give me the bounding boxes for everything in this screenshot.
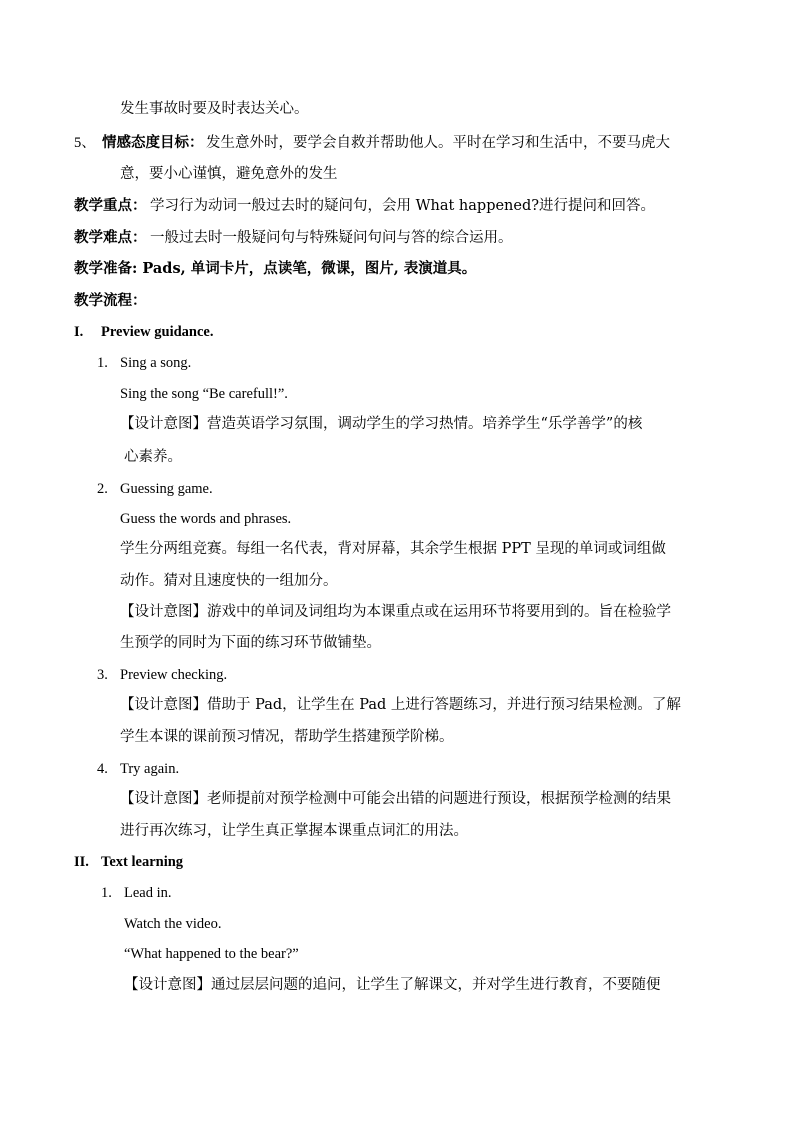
item-subtitle: Watch the video. — [124, 916, 222, 932]
item-number: 4. — [97, 761, 108, 777]
section-number: I. — [74, 324, 84, 340]
design-intent-line: 【设计意图】营造英语学习氛围，调动学生的学习热情。培养学生“乐学善学”的核 — [120, 416, 643, 432]
item-number: 2. — [97, 481, 108, 497]
paragraph-line: 学生分两组竞赛。每组一名代表，背对屏幕，其余学生根据 PPT 呈现的单词或词组做 — [120, 541, 666, 557]
section-title: Preview guidance. — [101, 324, 214, 340]
paragraph-line: 发生事故时要及时表达关心。 — [120, 101, 309, 117]
paragraph-line: 学习行为动词一般过去时的疑问句，会用 What happened?进行提问和回答。 — [150, 198, 656, 214]
item-subtitle: Guess the words and phrases. — [120, 511, 292, 527]
bold-heading: 教学流程： — [74, 292, 147, 309]
section-title: Text learning — [101, 854, 184, 870]
item-title: Preview checking. — [120, 667, 228, 683]
design-intent-line: 【设计意图】通过层层问题的追问，让学生了解课文，并对学生进行教育，不要随便 — [124, 977, 661, 993]
item-number: 1. — [97, 355, 108, 371]
paragraph-line: 动作。猜对且速度快的一组加分。 — [120, 573, 338, 589]
design-intent-line: 【设计意图】游戏中的单词及词组均为本课重点或在运用环节将要用到的。旨在检验学 — [120, 604, 671, 620]
item-subtitle: Sing the song “Be carefull!”. — [120, 386, 288, 402]
bold-label: 情感态度目标： — [102, 134, 204, 151]
paragraph-line: 一般过去时一般疑问句与特殊疑问句问与答的综合运用。 — [150, 230, 513, 246]
design-intent-line: 【设计意图】借助于 Pad，让学生在 Pad 上进行答题练习，并进行预习结果检测。了解 — [120, 697, 681, 713]
design-intent-line: 进行再次练习，让学生真正掌握本课重点词汇的用法。 — [120, 823, 468, 839]
item-title: Sing a song. — [120, 355, 192, 371]
item-title: Lead in. — [124, 885, 172, 901]
item-title: Guessing game. — [120, 481, 213, 497]
item-number: 3. — [97, 667, 108, 683]
item-title: Try again. — [120, 761, 180, 777]
design-intent-line: 【设计意图】老师提前对预学检测中可能会出错的问题进行预设，根据预学检测的结果 — [120, 791, 671, 807]
item-number: 1. — [101, 885, 112, 901]
design-intent-line: 心素养。 — [124, 449, 182, 465]
design-intent-line: 学生本课的课前预习情况，帮助学生搭建预学阶梯。 — [120, 729, 454, 745]
item-question: “What happened to the bear?” — [124, 946, 299, 962]
paragraph-line: 意，要小心谨慎，避免意外的发生 — [120, 166, 338, 182]
bold-heading: 教学准备: Pads, 单词卡片，点读笔，微课，图片, 表演道具。 — [74, 260, 477, 277]
list-number: 5、 — [74, 135, 96, 151]
bold-label: 教学重点： — [74, 197, 147, 214]
paragraph-line: 发生意外时，要学会自救并帮助他人。平时在学习和生活中，不要马虎大 — [206, 135, 670, 151]
section-number: II. — [74, 854, 89, 870]
bold-label: 教学难点： — [74, 229, 147, 246]
design-intent-line: 生预学的同时为下面的练习环节做铺垫。 — [120, 635, 381, 651]
